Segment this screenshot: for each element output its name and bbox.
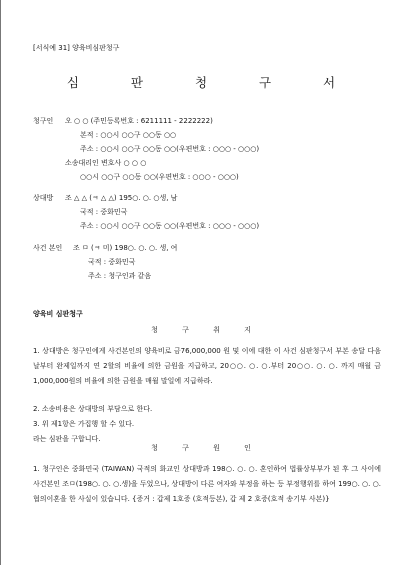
claimant-registered-domicile: 본적 : ○○시 ○○구 ○○동 ○○ xyxy=(80,131,177,139)
reason-paragraph-1: 1. 청구인은 중화민국 (TAIWAN) 국적의 화교인 상대방과 198○. ○. ○. 혼인하여 법률상부부가 된 후 그 사이에 사건본인 조ㅁ(198○. ○. ○.생)을 두었으나, 상대방이 다른 여자와 부정을 하는 등 부정행위를 하여 199○. ○. ○. 협의이혼을 한 사실이 있습니다. {증거 : 갑제 1호증 (호적등본), 갑 제 2 호증(호적 송기부 사본)} xyxy=(33,465,381,503)
purpose-item-2: 2. 소송비용은 상대방의 부담으로 한다. xyxy=(33,405,153,413)
purpose-closing: 라는 심판을 구합니다. xyxy=(33,435,101,443)
claimant-agent-address: ○○시 ○○구 ○○동 ○○(우편번호 : ○○○ - ○○○) xyxy=(80,173,239,181)
principal-address: 주소 : 청구인과 같음 xyxy=(88,272,152,280)
principal-label: 사건 본인 xyxy=(33,244,63,252)
claimant-label: 청구인 xyxy=(33,117,54,125)
form-label: [서식예 31] 양육비심판청구 xyxy=(33,44,120,52)
reason-heading: 청 구 원 인 xyxy=(151,444,262,452)
claimant-address: 주소 : ○○시 ○○구 ○○동 ○○(우편번호 : ○○○ - ○○○) xyxy=(80,145,260,153)
respondent-label: 상대방 xyxy=(33,194,54,202)
principal-name: 조 ㅁ (ㅋ 미) 198○. ○. ○. 생, 여 xyxy=(73,244,178,252)
respondent-address: 주소 : ○○시 ○○구 ○○동 ○○(우편번호 : ○○○ - ○○○) xyxy=(80,222,260,230)
principal-nationality: 국적 : 중화민국 xyxy=(88,258,136,266)
claimant-agent: 소송대리인 변호사 ○ ○ ○ xyxy=(65,159,147,167)
purpose-item-3: 3. 위 제1항은 가집행 할 수 있다. xyxy=(33,420,135,428)
respondent-nationality: 국적 : 중화민국 xyxy=(80,208,128,216)
section-title: 양육비 심판청구 xyxy=(33,310,83,318)
purpose-paragraph-1: 1. 상대방은 청구인에게 사건본인의 양육비로 금76,000,000 원 및 이에 대한 이 사건 심판청구서 부본 송달 다음날부터 완제일까지 연 2할의 비율에 의한 금원을 지급하고, 20○○. ○. ○.부터 20○○. ○. ○. 까지 매월 금 1,000,000원의 비율에 의한 금원을 매월 말일에 지급하라. xyxy=(33,347,381,385)
purpose-heading: 청 구 취 지 xyxy=(151,326,262,334)
document-title: 심 판 청 구 서 xyxy=(66,75,360,90)
claimant-name: 오 ○ ○ (주민등록번호 : 6211111 - 2222222) xyxy=(65,117,213,125)
respondent-name: 조 △ △ (ㅋ △ △) 195○. ○. ○생, 남 xyxy=(65,194,178,202)
